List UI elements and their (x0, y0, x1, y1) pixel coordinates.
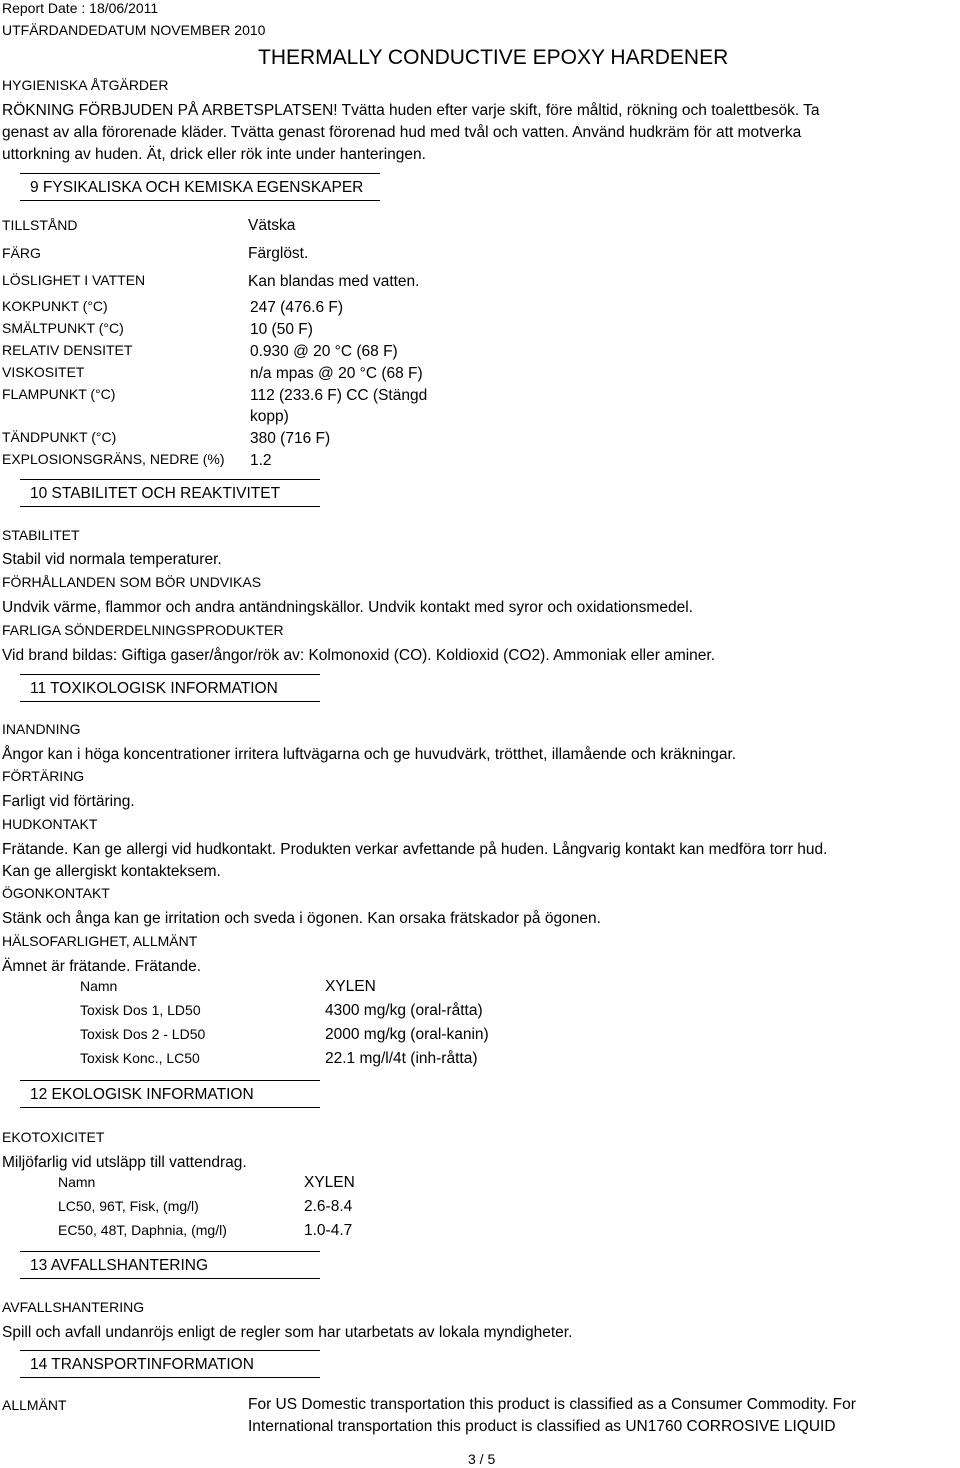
tox-table-value: 2000 mg/kg (oral-kanin) (325, 1026, 489, 1043)
hygiene-line-3: uttorkning av huden. Ät, drick eller rök inte under hanteringen. (2, 146, 426, 163)
disposal-label: AVFALLSHANTERING (2, 1299, 145, 1315)
page-number: 3 / 5 (468, 1451, 496, 1467)
tox-table-label: Namn (80, 978, 118, 994)
eco-table-label: LC50, 96T, Fisk, (mg/l) (58, 1198, 199, 1214)
prop-label: LÖSLIGHET I VATTEN (2, 272, 146, 288)
transport-text-2: International transportation this product is classified as UN1760 CORROSIVE LIQUID (248, 1418, 836, 1435)
eco-table-label: Namn (58, 1174, 96, 1190)
prop-label: KOKPUNKT (°C) (2, 298, 108, 314)
decomp-label: FARLIGA SÖNDERDELNINGSPRODUKTER (2, 622, 284, 638)
section-13-header: 13 AVFALLSHANTERING (20, 1251, 320, 1279)
prop-label: EXPLOSIONSGRÄNS, NEDRE (%) (2, 451, 225, 467)
prop-value: 247 (476.6 F) (250, 299, 344, 316)
health-text: Ämnet är frätande. Frätande. (2, 958, 202, 975)
eco-table-label: EC50, 48T, Daphnia, (mg/l) (58, 1222, 227, 1238)
section-11-header: 11 TOXIKOLOGISK INFORMATION (20, 674, 320, 702)
tox-table-label: Toxisk Dos 1, LD50 (80, 1002, 201, 1018)
skin-text-2: Kan ge allergiskt kontakteksem. (2, 863, 221, 880)
inhalation-label: INANDNING (2, 721, 81, 737)
section-10-header: 10 STABILITET OCH REAKTIVITET (20, 479, 320, 507)
hygiene-line-2: genast av alla förorenade kläder. Tvätta genast förorenad hud med tvål och vatten. Använd hudkräm för att motverka (2, 124, 802, 141)
avoid-label: FÖRHÅLLANDEN SOM BÖR UNDVIKAS (2, 574, 262, 590)
eye-text: Stänk och ånga kan ge irritation och sveda i ögonen. Kan orsaka frätskador på ögonen. (2, 910, 601, 927)
ingestion-label: FÖRTÄRING (2, 768, 85, 784)
disposal-text: Spill och avfall undanröjs enligt de regler som har utarbetats av lokala myndigheter. (2, 1324, 573, 1341)
issue-date: UTFÄRDANDEDATUM NOVEMBER 2010 (2, 22, 266, 38)
hygiene-line-1: RÖKNING FÖRBJUDEN PÅ ARBETSPLATSEN! Tvätta huden efter varje skift, före måltid, rökning och toalettbesök. Ta (2, 102, 820, 119)
stability-text: Stabil vid normala temperaturer. (2, 551, 222, 568)
decomp-text: Vid brand bildas: Giftiga gaser/ångor/rök av: Kolmonoxid (CO). Koldioxid (CO2). Ammoniak eller aminer. (2, 647, 716, 664)
section-9-header: 9 FYSIKALISKA OCH KEMISKA EGENSKAPER (20, 173, 380, 201)
eco-table-value: XYLEN (304, 1174, 355, 1191)
prop-value: Kan blandas med vatten. (248, 273, 420, 290)
ecotox-text: Miljöfarlig vid utsläpp till vattendrag. (2, 1154, 247, 1171)
skin-text-1: Frätande. Kan ge allergi vid hudkontakt. Produkten verkar avfettande på huden. Långvarig kontakt kan medföra torr hud. (2, 841, 828, 858)
section-14-header: 14 TRANSPORTINFORMATION (20, 1350, 320, 1378)
tox-table-label: Toxisk Dos 2 - LD50 (80, 1026, 206, 1042)
prop-value: n/a mpas @ 20 °C (68 F) (250, 365, 423, 382)
prop-value: 1.2 (250, 452, 272, 469)
prop-value: 0.930 @ 20 °C (68 F) (250, 343, 398, 360)
prop-label: RELATIV DENSITET (2, 342, 133, 358)
document-title: THERMALLY CONDUCTIVE EPOXY HARDENER (258, 46, 729, 69)
tox-table-value: XYLEN (325, 978, 376, 995)
tox-table-label: Toxisk Konc., LC50 (80, 1050, 200, 1066)
report-date: Report Date : 18/06/2011 (2, 0, 159, 16)
prop-value: 10 (50 F) (250, 321, 313, 338)
skin-label: HUDKONTAKT (2, 816, 98, 832)
avoid-text: Undvik värme, flammor och andra antändningskällor. Undvik kontakt med syror och oxidationsmedel. (2, 599, 693, 616)
health-label: HÄLSOFARLIGHET, ALLMÄNT (2, 933, 198, 949)
transport-label: ALLMÄNT (2, 1397, 67, 1413)
eye-label: ÖGONKONTAKT (2, 885, 110, 901)
stability-label: STABILITET (2, 527, 80, 543)
ingestion-text: Farligt vid förtäring. (2, 793, 135, 810)
prop-value: 112 (233.6 F) CC (Stängd (250, 387, 428, 404)
tox-table-value: 4300 mg/kg (oral-råtta) (325, 1002, 483, 1019)
transport-text-1: For US Domestic transportation this product is classified as a Consumer Commodity. For (248, 1396, 856, 1413)
hygiene-label: HYGIENISKA ÅTGÄRDER (2, 77, 169, 93)
prop-label: VISKOSITET (2, 364, 85, 380)
prop-label: TILLSTÅND (2, 217, 78, 233)
eco-table-value: 2.6-8.4 (304, 1198, 353, 1215)
ecotox-label: EKOTOXICITET (2, 1129, 105, 1145)
tox-table-value: 22.1 mg/l/4t (inh-råtta) (325, 1050, 478, 1067)
prop-label: TÄNDPUNKT (°C) (2, 429, 117, 445)
prop-value: Färglöst. (248, 245, 309, 262)
prop-value-cont: kopp) (250, 408, 289, 425)
prop-value: Vätska (248, 217, 296, 234)
inhalation-text: Ångor kan i höga koncentrationer irritera luftvägarna och ge huvudvärk, trötthet, illamående och kräkningar. (2, 746, 737, 763)
prop-label: SMÄLTPUNKT (°C) (2, 320, 124, 336)
prop-value: 380 (716 F) (250, 430, 331, 447)
eco-table-value: 1.0-4.7 (304, 1222, 353, 1239)
prop-label: FLAMPUNKT (°C) (2, 386, 116, 402)
section-12-header: 12 EKOLOGISK INFORMATION (20, 1080, 320, 1108)
prop-label: FÄRG (2, 245, 41, 261)
